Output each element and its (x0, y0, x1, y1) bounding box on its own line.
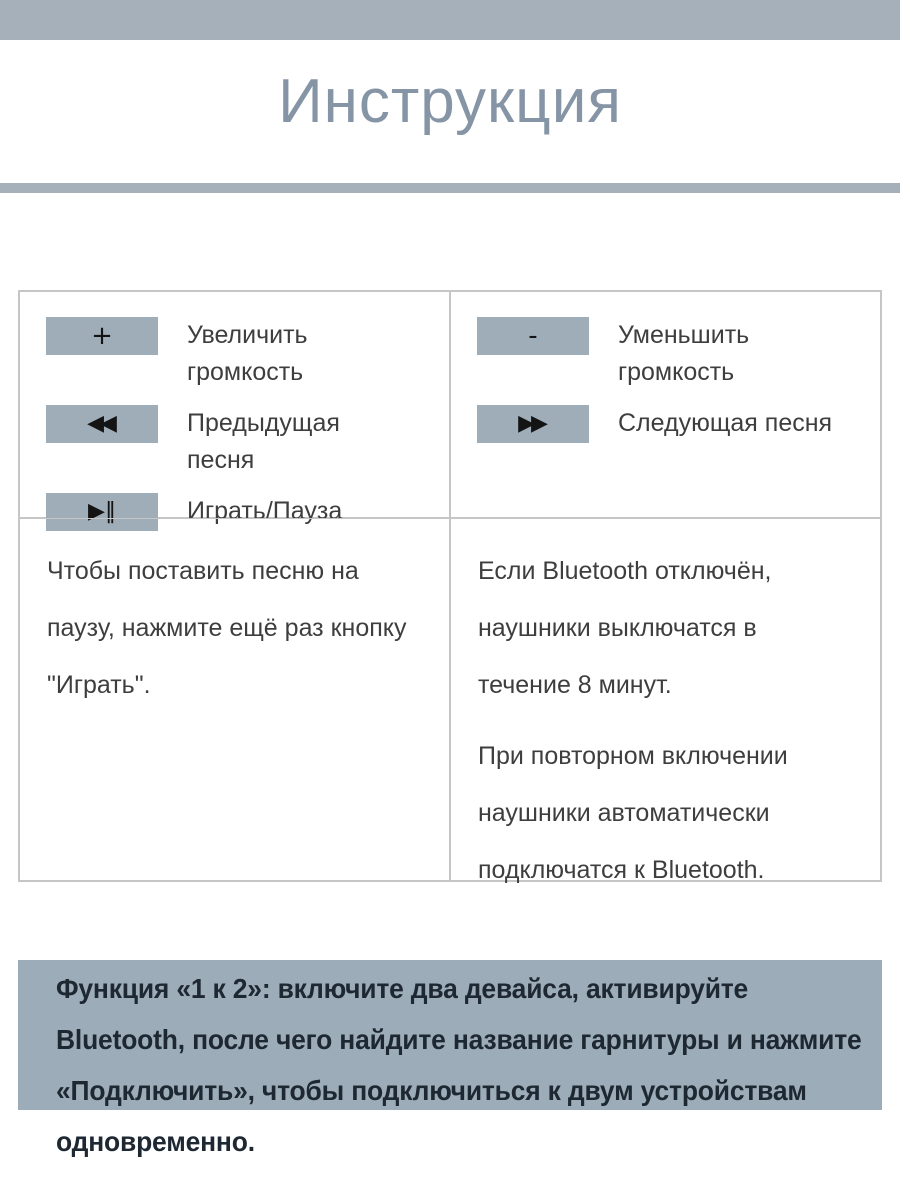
page-title: Инструкция (278, 67, 622, 136)
plus-icon: + (91, 321, 113, 351)
control-label: Увеличить громкость (187, 321, 308, 386)
pause-note-text: Чтобы поставить песню на паузу, нажмите ещё раз кнопку "Играть". (47, 557, 407, 699)
note-cell-left (19, 518, 450, 881)
control-label: Уменьшить громкость (618, 321, 750, 386)
one-to-two-function-text: Функция «1 к 2»: включите два девайса, активируйте Bluetooth, после чего найдите название гарнитуры и нажмите «Подключить», чтобы подключиться к двум устройствам одновременно. (56, 973, 862, 1157)
control-row-volume-down (477, 317, 880, 391)
play-pause-icon: ▶‖ (88, 499, 116, 524)
control-label: Играть/Пауза (187, 497, 343, 525)
controls-cell-left (19, 291, 450, 525)
header-divider-bar (0, 183, 900, 193)
previous-track-button (46, 405, 158, 443)
control-label: Следующая песня (618, 409, 833, 437)
minus-icon: - (528, 321, 538, 351)
previous-track-icon: ◀◀ (87, 411, 113, 436)
control-label: Предыдущая песня (187, 409, 340, 474)
top-accent-bar (0, 0, 900, 40)
control-row-previous-track (46, 405, 449, 479)
controls-cell-right (450, 291, 881, 518)
control-row-next-track (477, 405, 880, 443)
note-cell-right (450, 518, 881, 884)
next-track-icon: ▶▶ (518, 411, 544, 436)
footer-info-box (18, 960, 882, 1157)
next-track-button (477, 405, 589, 443)
volume-down-button (477, 317, 589, 355)
bluetooth-reconnect-note-text: При повторном включении наушники автоматически подключатся к Bluetooth. (478, 742, 788, 884)
bluetooth-off-note-text: Если Bluetooth отключён, наушники выключатся в течение 8 минут. (478, 557, 772, 699)
volume-up-button (46, 317, 158, 355)
controls-table (18, 290, 882, 882)
control-row-volume-up (46, 317, 449, 391)
